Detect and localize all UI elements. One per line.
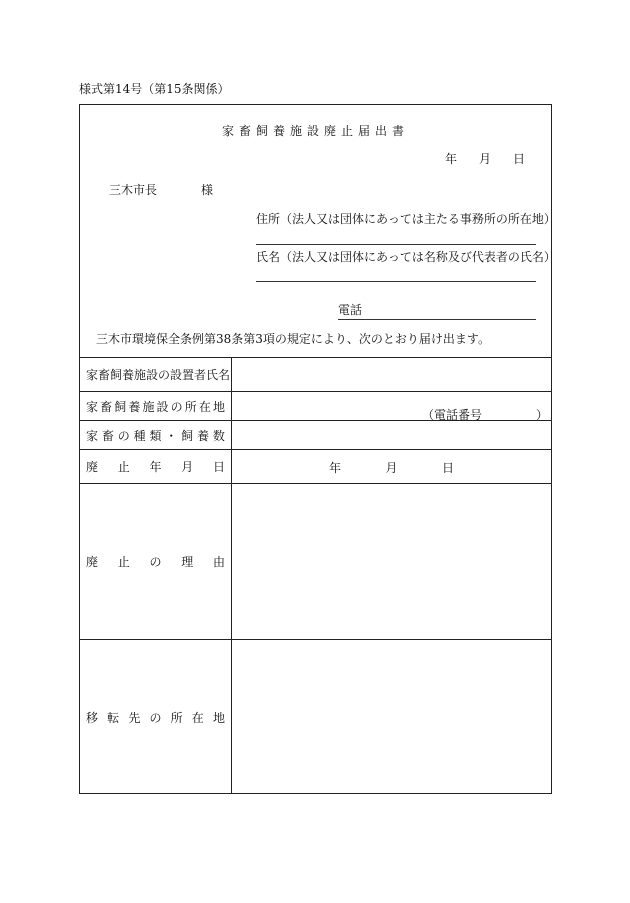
- reason-char: 理: [181, 555, 194, 569]
- date-day: 日: [512, 152, 525, 166]
- abolish-month: 月: [385, 461, 398, 475]
- form-number: 様式第14号（第15条関係）: [79, 82, 230, 96]
- addressee-name: 三木市長: [109, 183, 158, 197]
- abolish-date-char: 月: [181, 460, 194, 474]
- livestock-char: 飼: [181, 428, 194, 443]
- livestock-char: 類: [149, 428, 162, 443]
- livestock-char: ・: [165, 428, 178, 443]
- location-char: 施: [142, 399, 155, 414]
- livestock-char: 畜: [101, 428, 114, 443]
- facility-phone-open: （電話番号: [422, 408, 483, 422]
- livestock-type-label: [80, 421, 232, 449]
- phone-field[interactable]: [338, 301, 536, 320]
- installer-name-field[interactable]: [232, 358, 551, 391]
- date-month: 月: [478, 152, 491, 166]
- relocation-char: 所: [170, 710, 183, 725]
- addressee: [109, 181, 213, 198]
- livestock-type-field[interactable]: [232, 421, 551, 449]
- reason-char: の: [149, 555, 162, 569]
- relocation-char: の: [149, 710, 162, 725]
- abolish-date-value: [329, 459, 454, 476]
- abolish-date-char: 廃: [86, 460, 99, 474]
- installer-name-label: [80, 358, 232, 391]
- facility-phone-close: ）: [535, 408, 548, 422]
- relocation-char: 在: [191, 710, 204, 725]
- notification-form: [79, 104, 556, 794]
- relocation-char: 移: [86, 710, 99, 725]
- address-label: 住所（法人又は団体にあっては主たる事務所の所在地）: [256, 212, 556, 226]
- location-char: の: [170, 399, 183, 414]
- document-title: 家畜飼養施設廃止届出書: [221, 124, 409, 138]
- livestock-char: の: [117, 428, 130, 443]
- livestock-char: 家: [86, 428, 99, 443]
- installer-name-text: 家畜飼養施設の設置者氏名: [86, 368, 231, 382]
- abolish-date-char: 止: [117, 460, 130, 474]
- address-field-line[interactable]: [256, 244, 536, 245]
- abolish-year: 年: [329, 461, 342, 475]
- location-char: 家: [86, 399, 99, 414]
- date-year: 年: [445, 152, 458, 166]
- abolish-date-char: 日: [212, 460, 225, 474]
- relocation-label: [80, 640, 232, 794]
- abolish-date-char: 年: [149, 460, 162, 474]
- relocation-char: 先: [128, 710, 141, 725]
- table-row-abolish-date: [80, 449, 551, 483]
- statement-text: 三木市環境保全条例第38条第3項の規定により、次のとおり届け出ます。: [96, 332, 490, 346]
- livestock-char: 養: [197, 428, 210, 443]
- facility-location-field[interactable]: [232, 392, 551, 420]
- reason-char: 止: [117, 555, 130, 569]
- livestock-char: 種: [133, 428, 146, 443]
- location-char: 所: [184, 399, 197, 414]
- abolish-date-label: [80, 450, 232, 483]
- reason-field[interactable]: [232, 484, 551, 639]
- reason-char: 由: [212, 555, 225, 569]
- location-char: 養: [128, 399, 141, 414]
- table-row-location: [80, 391, 551, 420]
- relocation-char: 転: [107, 710, 120, 725]
- table-row-reason: [80, 483, 551, 639]
- facility-location-label: [80, 392, 232, 420]
- location-char: 在: [198, 399, 211, 414]
- phone-label: 電話: [338, 303, 363, 317]
- location-char: 地: [212, 399, 225, 414]
- livestock-char: 数: [212, 428, 225, 443]
- relocation-field[interactable]: [232, 640, 551, 794]
- location-char: 飼: [114, 399, 127, 414]
- reason-char: 廃: [86, 555, 99, 569]
- relocation-char: 地: [212, 710, 225, 725]
- name-field-line[interactable]: [256, 281, 536, 282]
- location-char: 畜: [100, 399, 113, 414]
- reason-label: [80, 484, 232, 639]
- submission-date: [445, 150, 525, 167]
- addressee-honorific: 様: [201, 183, 214, 197]
- table-row-relocation: [80, 639, 551, 794]
- location-char: 設: [156, 399, 169, 414]
- abolish-day: 日: [441, 461, 454, 475]
- table-row-livestock: [80, 420, 551, 449]
- table-row-installer: [80, 357, 551, 391]
- abolish-date-field[interactable]: [232, 450, 551, 483]
- name-label: 氏名（法人又は団体にあっては名称及び代表者の氏名）: [256, 250, 556, 264]
